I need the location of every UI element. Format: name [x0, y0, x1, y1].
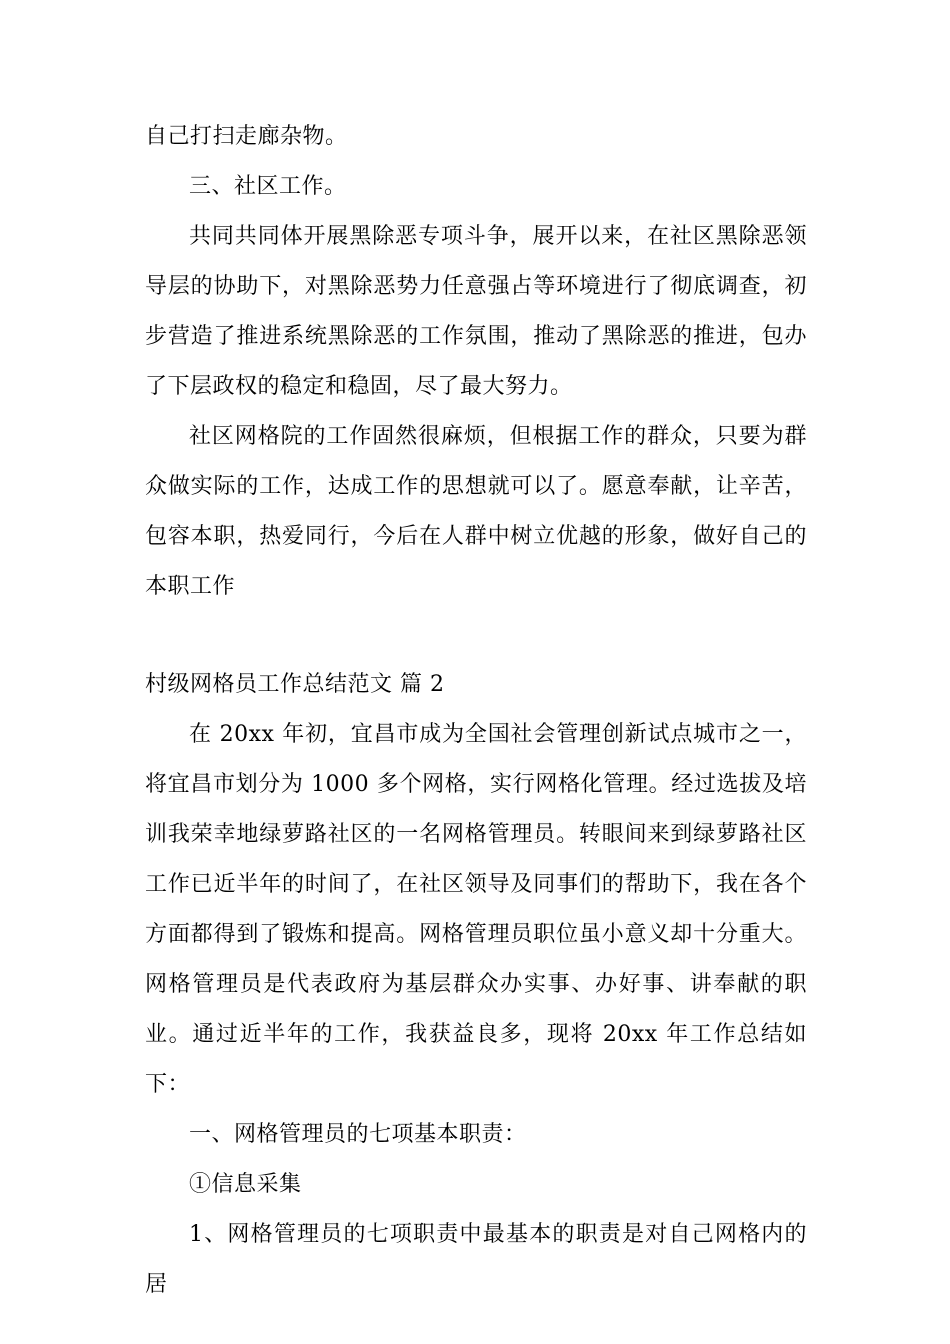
section-1-body [145, 112, 807, 612]
list-item-1: 1、网格管理员的七项职责中最基本的职责是对自己网格内的居 [145, 1222, 807, 1297]
paragraph-anti-crime: 共同共同体开展黑除恶专项斗争，展开以来，在社区黑除恶领导层的协助下，对黑除恶势力任意强占等环境进行了彻底调查，初步营造了推进系统黑除恶的工作氛围，推动了黑除恶的推进，包办了下层政权的稳定和稳固，尽了最大努力。 [145, 224, 807, 399]
heading-duties: 一、网格管理员的七项基本职责： [189, 1122, 527, 1147]
section-title: 村级网格员工作总结范文 篇 2 [145, 672, 445, 697]
paragraph-intro: 在 20xx 年初，宜昌市成为全国社会管理创新试点城市之一，将宜昌市划分为 1000 多个网格，实行网格化管理。经过选拔及培训我荣幸地绿萝路社区的一名网格管理员。转眼间来到绿萝路社区工作已近半年的时间了，在社区领导及同事们的帮助下，我在各个方面都得到了锻炼和提高。网格管理员职位虽小意义却十分重大。网格管理员是代表政府为基层群众办实事、办好事、讲奉献的职业。通过近半年的工作，我获益良多，现将 20xx 年工作总结如下： [145, 722, 807, 1097]
section-2-body [145, 660, 807, 1310]
paragraph-grid-work: 社区网格院的工作固然很麻烦，但根据工作的群众，只要为群众做实际的工作，达成工作的思想就可以了。愿意奉献，让辛苦，包容本职，热爱同行，今后在人群中树立优越的形象，做好自己的本职工作 [145, 424, 807, 599]
heading-community-work: 三、社区工作。 [189, 174, 347, 199]
continuation-line: 自己打扫走廊杂物。 [145, 124, 348, 149]
subheading-info-collection: ①信息采集 [189, 1172, 302, 1197]
